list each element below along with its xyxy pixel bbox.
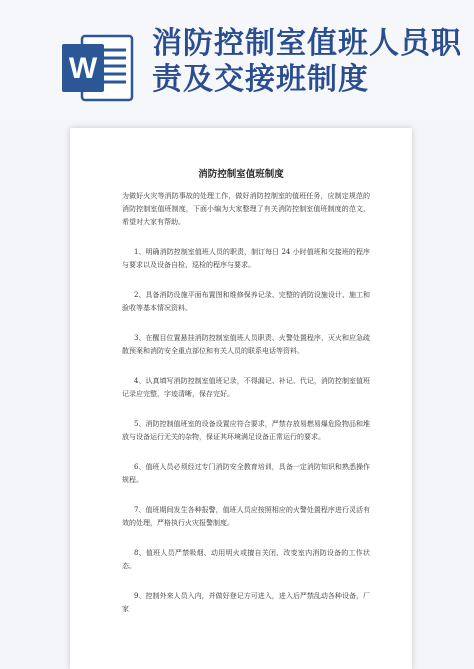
document-title: 消防控制室值班制度 [198, 169, 284, 180]
word-logo-letter: W [68, 52, 98, 85]
document-intro: 为做好火灾等消防事故的处理工作，做好消防控制室的值班任务，应制定规范的消防控制室值班制度，下面小编为大家整理了有关消防控制室值班制度的范文，希望对大家有帮助。 [122, 192, 370, 226]
document-item: 9、控制外来人员入内，并做好登记方可进入，进入后严禁乱动各种设备，厂家 [122, 592, 370, 613]
banner-title: 消防控制室值班人员职责及交接班制度 [152, 26, 462, 97]
document-page [70, 128, 412, 669]
document-item: 3、在醒目位置悬挂消防控制室值班人员职责、火警处置程序、灭火和应急疏散预案和消防安全重点部位和有关人员的联系电话等资料。 [122, 334, 370, 355]
document-item: 8、值班人员严禁吸烟、动用明火或擅自关闭、改变室内消防设备的工作状态。 [122, 549, 370, 570]
document-item: 2、具备消防设施平面布置图和维修保养记录、完整的消防设施设计、施工和验收等基本情况资料。 [122, 291, 370, 312]
document-item: 4、认真填写消防控制室值班记录，不得漏记、补记、代记，消防控制室值班记录应完整，字迹清晰，保存完好。 [122, 377, 370, 398]
header-banner [0, 0, 474, 120]
document-item: 7、值班期间发生各种报警，值班人员应按照相应的火警处置程序进行灵活有效的处理，严格执行火灾报警制度。 [122, 506, 370, 527]
word-document-icon [60, 32, 134, 104]
document-item: 5、消防控制值班室的设备设置应符合要求，严禁存放易燃易爆危险物品和堆放与设备运行无关的杂物，保证其环境满足设备正常运行的要求。 [122, 420, 370, 441]
document-item: 1、明确消防控制室值班人员的职责，制订每日 24 小时值班和交接班的程序与要求以及设备自检、巡检的程序与要求。 [122, 248, 370, 269]
document-item: 6、值班人员必须经过专门消防安全教育培训，具备一定消防知识和熟悉操作规程。 [122, 463, 370, 484]
document-body [122, 190, 370, 633]
